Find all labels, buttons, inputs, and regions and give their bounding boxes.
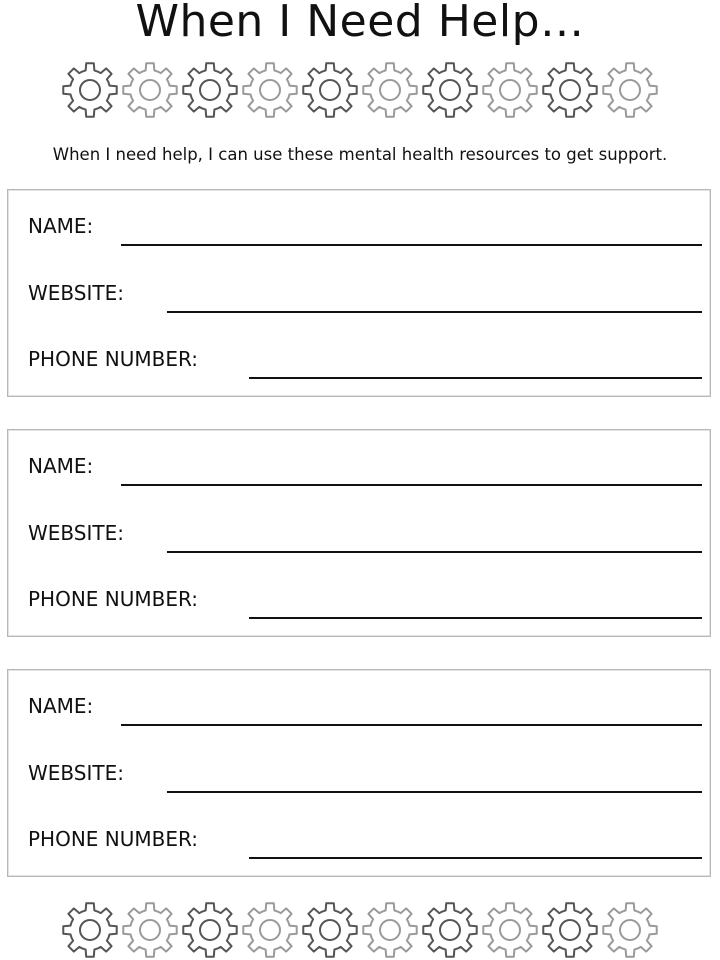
gear-icon [120, 900, 180, 960]
phone-number-label: PHONE NUMBER: [28, 827, 199, 851]
name-line [121, 244, 702, 246]
gear-icon [360, 900, 420, 960]
gear-border-top [60, 60, 660, 120]
phone-number-label: PHONE NUMBER: [28, 347, 199, 371]
gear-icon [60, 900, 120, 960]
gear-icon [540, 60, 600, 120]
gear-icon [60, 60, 120, 120]
gear-icon [360, 60, 420, 120]
name-label: NAME: [28, 694, 94, 718]
website-line [167, 551, 702, 553]
gear-icon [180, 900, 240, 960]
gear-icon [180, 60, 240, 120]
gear-icon [240, 900, 300, 960]
gear-icon [300, 60, 360, 120]
gear-icon [420, 60, 480, 120]
website-label: WEBSITE: [28, 761, 124, 785]
gear-icon [120, 60, 180, 120]
phone-number-line [249, 377, 702, 379]
gear-icon [480, 60, 540, 120]
gear-icon [540, 900, 600, 960]
website-label: WEBSITE: [28, 281, 124, 305]
resource-card-3 [7, 669, 711, 877]
name-line [121, 484, 702, 486]
gear-icon [420, 900, 480, 960]
gear-icon [600, 900, 660, 960]
gear-icon [600, 60, 660, 120]
phone-number-line [249, 617, 702, 619]
gear-icon [240, 60, 300, 120]
gear-icon [300, 900, 360, 960]
resource-card-2 [7, 429, 711, 637]
name-label: NAME: [28, 454, 94, 478]
name-label: NAME: [28, 214, 94, 238]
website-label: WEBSITE: [28, 521, 124, 545]
intro-text: When I need help, I can use these mental health resources to get support. [52, 145, 668, 164]
resource-card-1 [7, 189, 711, 397]
gear-border-bottom [60, 900, 660, 960]
phone-number-label: PHONE NUMBER: [28, 587, 199, 611]
website-line [167, 311, 702, 313]
page-title: When I Need Help… [135, 0, 585, 47]
website-line [167, 791, 702, 793]
name-line [121, 724, 702, 726]
phone-number-line [249, 857, 702, 859]
gear-icon [480, 900, 540, 960]
